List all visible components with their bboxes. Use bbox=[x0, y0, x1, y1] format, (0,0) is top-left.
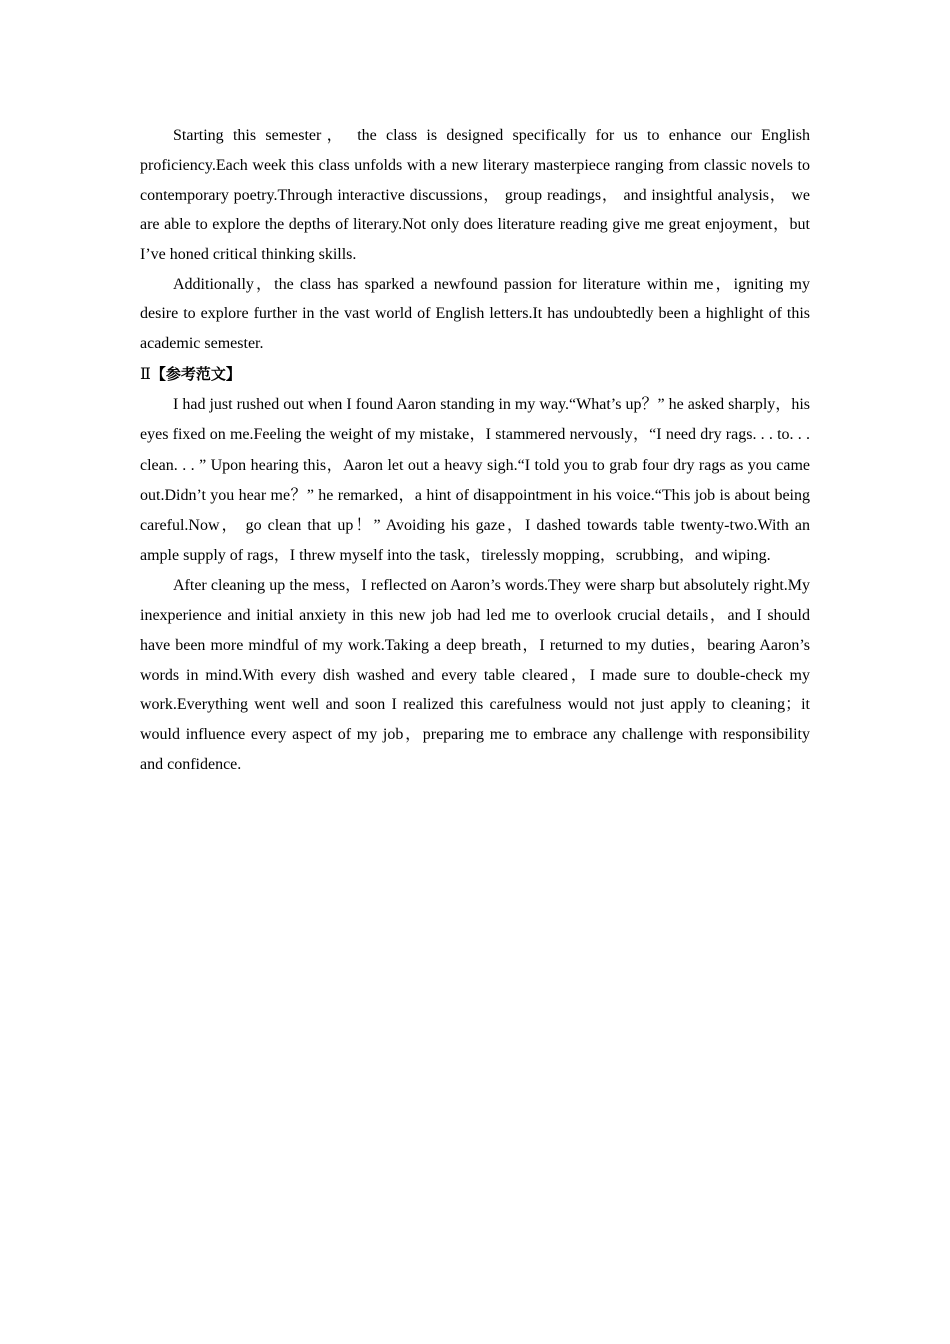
section-heading bbox=[140, 362, 810, 390]
document-page bbox=[140, 121, 810, 779]
section-numeral: Ⅱ bbox=[140, 366, 151, 384]
paragraph-3: I had just rushed out when I found Aaron standing in my way.“What’s up？” he asked sharply，his eyes fixed on me.Feeling the weight of my mistake，I stammered nervously，“I need dry rags. . . to. . . clean. . . ” Upon hearing this，Aaron let out a heavy sigh.“I told you to grab four dry rags as you came out.Didn’t you hear me？” he remarked，a hint of disappointment in his voice.“This job is about being careful.Now， go clean that up！” Avoiding his gaze，I dashed towards table twenty-two.With an ample supply of rags，I threw myself into the task，tirelessly mopping，scrubbing，and wiping. bbox=[140, 396, 810, 565]
paragraph-2: Additionally，the class has sparked a newfound passion for literature within me，igniting my desire to explore further in the vast world of English letters.It has undoubtedly been a highlight of this academic semester. bbox=[140, 275, 811, 352]
paragraph-4: After cleaning up the mess，I reflected on Aaron’s words.They were sharp but absolutely right.My inexperience and initial anxiety in this new job had led me to overlook crucial details，and I should have been more mindful of my work.Taking a deep breath，I returned to my duties，bearing Aaron’s words in mind.With every dish washed and every table cleared，I made sure to double-check my work.Everything went well and soon I realized this carefulness would not just apply to cleaning；it would influence every aspect of my job，preparing me to embrace any challenge with responsibility and confidence. bbox=[140, 577, 810, 773]
section-title: 【参考范文】 bbox=[150, 365, 241, 384]
paragraph-1: Starting this semester， the class is designed specifically for us to enhance our English proficiency.Each week this class unfolds with a new literary masterpiece ranging from classic novels to contemporary poetry.Through interactive discussions， group readings， and insightful analysis， we are able to explore the depths of literary.Not only does literature reading give me great enjoyment，but I’ve honed critical thinking skills. bbox=[140, 127, 810, 264]
